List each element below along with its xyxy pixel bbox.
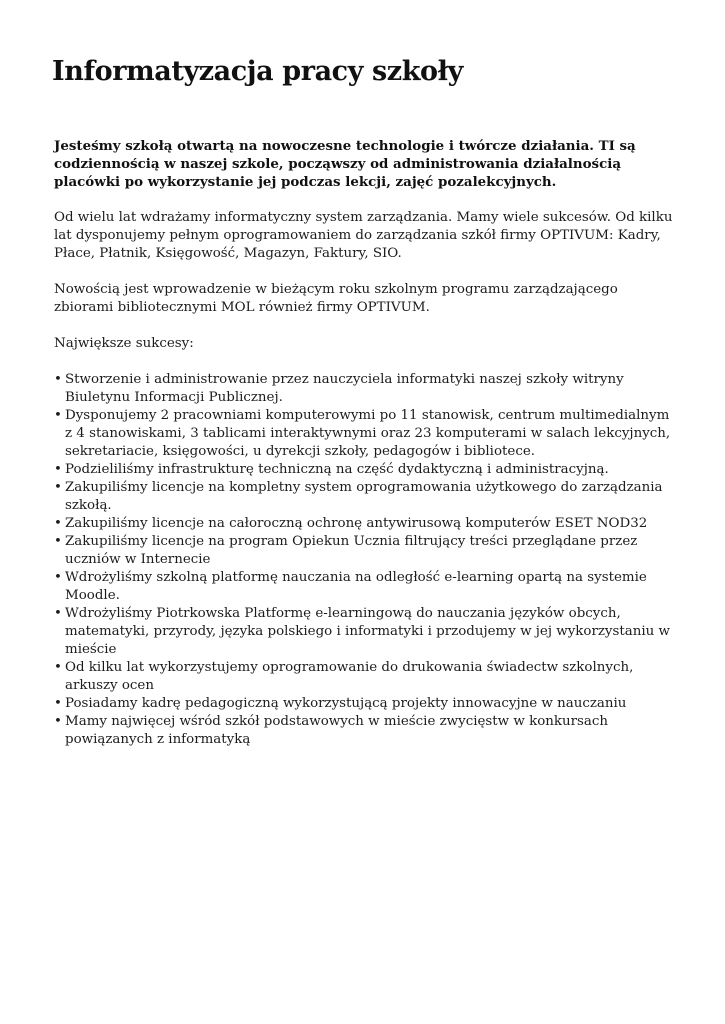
paragraph-library-software: Nowością jest wprowadzenie w bieżącym roku szkolnym programu zarządzającego zbiorami bibliotecznymi MOL również firmy OPTIVUM. [54, 282, 618, 315]
intro-paragraph: Jesteśmy szkołą otwartą na nowoczesne technologie i twórcze działania. TI są codziennością w naszej szkole, począwszy od administrowania działalnością placówki po wykorzystanie jej podczas lekcji, zajęć pozalekcyjnych. [54, 138, 636, 190]
list-item: • Podzieliliśmy infrastrukturę techniczną na część dydaktyczną i administracyjną. [65, 461, 679, 479]
page-title: Informatyzacja pracy szkoły [52, 56, 463, 87]
list-item: • Zakupiliśmy licencje na program Opiekun Ucznia filtrujący treści przeglądane przez uczniów w Internecie [65, 533, 679, 569]
article-body [54, 137, 679, 749]
successes-list [54, 371, 679, 749]
list-item: • Zakupiliśmy licencje na całoroczną ochronę antywirusową komputerów ESET NOD32 [65, 515, 679, 533]
paragraph-management-system: Od wielu lat wdrażamy informatyczny system zarządzania. Mamy wiele sukcesów. Od kilku lat dysponujemy pełnym oprogramowaniem do zarządzania szkół firmy OPTIVUM: Kadry, Płace, Płatnik, Księgowość, Magazyn, Faktury, SIO. [54, 210, 673, 261]
list-item: • Posiadamy kadrę pedagogiczną wykorzystującą projekty innowacyjne w nauczaniu [65, 695, 679, 713]
list-item: • Od kilku lat wykorzystujemy oprogramowanie do drukowania świadectw szkolnych, arkuszy ocen [65, 659, 679, 695]
list-item: • Wdrożyliśmy Piotrkowska Platformę e-learningową do nauczania języków obcych, matematyki, przyrody, języka polskiego i informatyki i przodujemy w jej wykorzystaniu w mieście [65, 605, 679, 659]
list-item: • Zakupiliśmy licencje na kompletny system oprogramowania użytkowego do zarządzania szkołą. [65, 479, 679, 515]
list-item: • Mamy najwięcej wśród szkół podstawowych w mieście zwycięstw w konkursach powiązanych z informatyką [65, 713, 679, 749]
list-item: • Dysponujemy 2 pracowniami komputerowymi po 11 stanowisk, centrum multimedialnym z 4 stanowiskami, 3 tablicami interaktywnymi oraz 23 komputerami w salach lekcyjnych, sekretariacie, księgowości, u dyrekcji szkoły, pedagogów i bibliotece. [65, 407, 679, 461]
list-item: • Stworzenie i administrowanie przez nauczyciela informatyki naszej szkoły witryny Biuletynu Informacji Publicznej. [65, 371, 679, 407]
successes-heading: Największe sukcesy: [54, 336, 194, 351]
list-item: • Wdrożyliśmy szkolną platformę nauczania na odległość e-learning opartą na systemie Moodle. [65, 569, 679, 605]
